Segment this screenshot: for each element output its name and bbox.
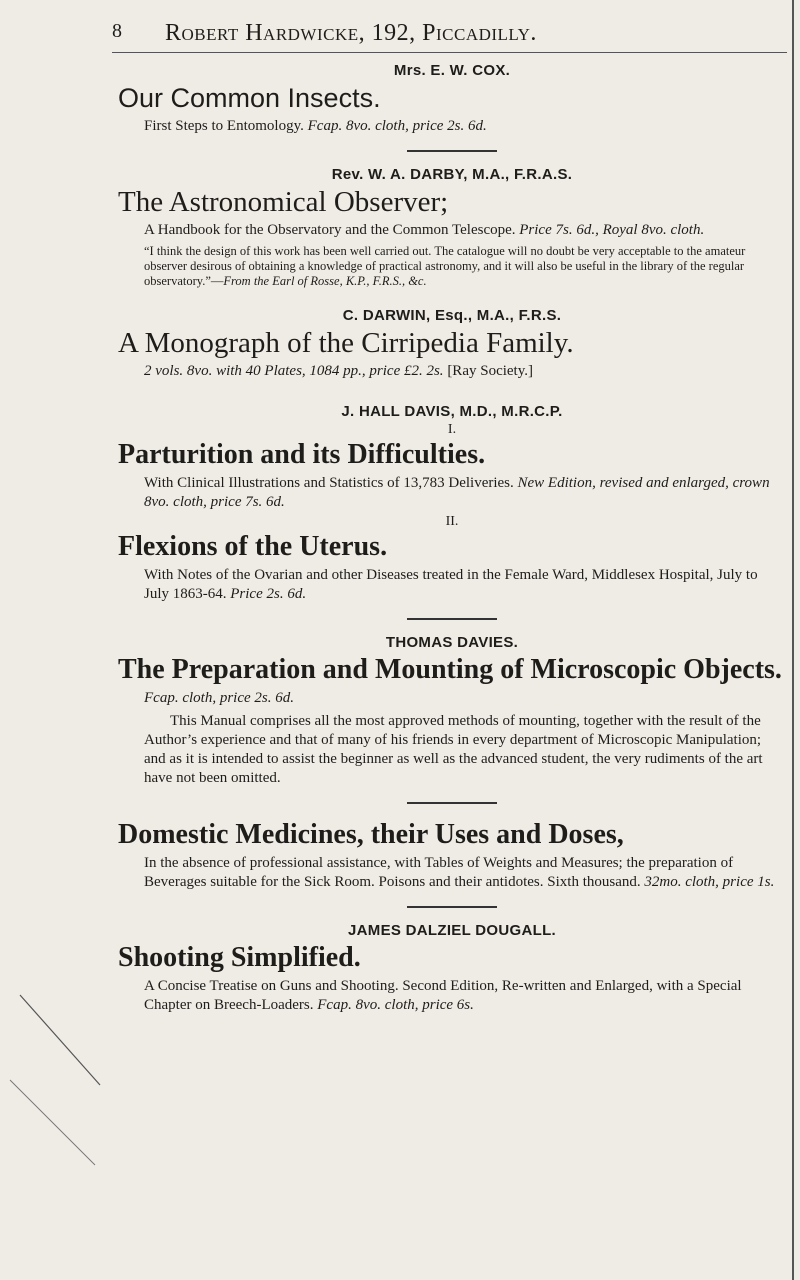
- entry-dougall: [118, 922, 786, 1015]
- book-title: Our Common Insects.: [118, 83, 381, 113]
- publication-details: Fcap. 8vo. cloth, price 2s. 6d.: [307, 118, 487, 134]
- running-head: [0, 20, 800, 60]
- book-title: Flexions of the Uterus.: [118, 531, 388, 562]
- author-name: JAMES DALZIEL DOUGALL.: [348, 922, 556, 939]
- work-numeral: I.: [447, 422, 457, 437]
- entry-cox: [118, 62, 786, 136]
- author-name: Rev. W. A. DARBY, M.A., F.R.A.S.: [331, 166, 573, 183]
- publication-details: Fcap. 8vo. cloth, price 6s.: [317, 997, 474, 1013]
- entry-hall-davis: [118, 403, 786, 604]
- divider-rule: [407, 802, 497, 804]
- description-text: With Notes of the Ovarian and other Diseases treated in the Female Ward, Middlesex Hospital, July to July 1863-64.: [144, 567, 758, 602]
- book-description: [144, 362, 786, 381]
- description-text: A Concise Treatise on Guns and Shooting. Second Edition, Re-written and Enlarged, with a Special Chapter on Breech-Loaders.: [144, 978, 742, 1013]
- publication-details: 2 vols. 8vo. with 40 Plates, 1084 pp., price £2. 2s.: [144, 363, 444, 379]
- entry-thomas-davies: [118, 634, 786, 788]
- header-rule: [112, 52, 787, 53]
- page-number: 8: [112, 20, 122, 42]
- page-pencil-mark: [0, 990, 120, 1190]
- description-text: With Clinical Illustrations and Statistics of 13,783 Deliveries.: [144, 475, 518, 491]
- divider-rule: [407, 906, 497, 908]
- publication-details: Fcap. cloth, price 2s. 6d.: [144, 690, 294, 706]
- book-description: [144, 221, 786, 240]
- book-title: A Monograph of the Cirripedia Family.: [118, 327, 574, 359]
- book-title: Domestic Medicines, their Uses and Doses,: [118, 819, 624, 850]
- page-edge-line: [792, 0, 794, 1280]
- publication-details: 32mo. cloth, price 1s.: [644, 874, 775, 890]
- author-name: C. DARWIN, Esq., M.A., F.R.S.: [342, 307, 562, 324]
- book-title: The Preparation and Mounting of Microscopic Objects.: [118, 654, 782, 685]
- book-description: [144, 977, 786, 1015]
- author-name: Mrs. E. W. COX.: [393, 62, 511, 79]
- book-description: [144, 474, 786, 512]
- quote-source: From the Earl of Rosse, K.P., F.R.S., &c.: [223, 274, 427, 288]
- description-text: First Steps to Entomology.: [144, 118, 308, 134]
- entry-domestic-medicines: [118, 818, 786, 892]
- entry-darby: [118, 166, 786, 289]
- book-title: Parturition and its Difficulties.: [118, 439, 486, 470]
- book-description: [144, 854, 786, 892]
- description-text: A Handbook for the Observatory and the Common Telescope.: [144, 222, 520, 238]
- entry-darwin: [118, 307, 786, 381]
- quote-text: “I think the design of this work has been well carried out. The catalogue will no doubt be very acceptable to the amateur observer desirous of obtaining a knowledge of practical astronomy, and it will also be useful in the library of the regular observatory.”—: [144, 244, 746, 288]
- author-name: J. HALL DAVIS, M.D., M.R.C.P.: [341, 403, 563, 420]
- publication-details: New Edition, revised and enlarged, crown 8vo. cloth, price 7s. 6d.: [144, 475, 770, 510]
- catalogue-listing: [118, 62, 786, 1015]
- book-description: [144, 566, 786, 604]
- publication-details: Price 7s. 6d., Royal 8vo. cloth.: [519, 222, 705, 238]
- book-description: [144, 117, 786, 136]
- book-title: Shooting Simplified.: [118, 942, 361, 973]
- divider-rule: [407, 150, 497, 152]
- author-name: THOMAS DAVIES.: [385, 634, 519, 651]
- book-description: [144, 689, 786, 708]
- review-quote: [144, 244, 786, 289]
- publication-details: Price 2s. 6d.: [230, 586, 307, 602]
- divider-rule: [407, 618, 497, 620]
- book-summary: This Manual comprises all the most approved methods of mounting, together with the result of the Author’s experience and that of many of his friends in every department of Microscopic Manipulation; and as it is intended to assist the beginner as well as the advanced student, the very rudiments of the art have not been omitted.: [144, 713, 763, 786]
- description-text: In the absence of professional assistance, with Tables of Weights and Measures; the preparation of Beverages suitable for the Sick Room. Poisons and their antidotes. Sixth thousand.: [144, 855, 734, 890]
- publisher-heading: Robert Hardwicke, 192, Piccadilly.: [165, 20, 537, 46]
- book-title: The Astronomical Observer;: [118, 186, 449, 218]
- publisher-note: [Ray Society.]: [443, 363, 533, 379]
- work-numeral: II.: [445, 514, 459, 529]
